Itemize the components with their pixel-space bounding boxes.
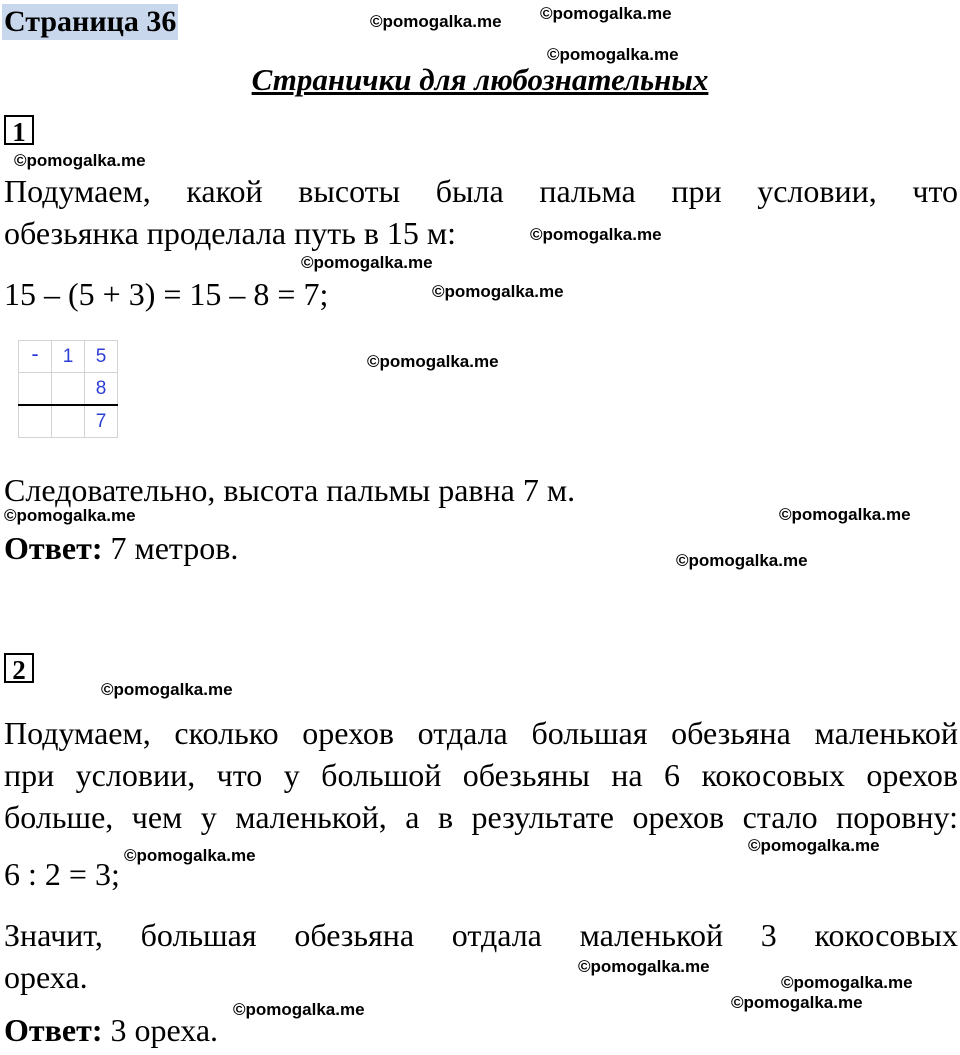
answer-value: 3 ореха. [110,1012,219,1048]
task-number-1: 1 [4,115,34,145]
answer-value: 7 метров. [110,530,239,566]
task2-intro-line2: при условии, что у большой обезьяны на 6 кокосовых орехов [4,757,958,793]
task2-equation: 6 : 2 = 3; [4,856,120,892]
task2-intro-line1: Подумаем, сколько орехов отдала большая обезьяна маленькой [4,715,958,751]
watermark: ©pomogalka.me [301,253,433,272]
watermark: ©pomogalka.me [547,45,679,64]
watermark: ©pomogalka.me [101,680,233,699]
watermark: ©pomogalka.me [233,1000,365,1019]
section-title: Странички для любознательных [251,62,709,97]
task1-intro-line1: Подумаем, какой высоты была пальма при условии, что [4,173,958,209]
answer-label: Ответ: [4,1012,103,1048]
watermark: ©pomogalka.me [540,4,672,23]
digit-cell [52,405,85,438]
answer-label: Ответ: [4,530,103,566]
minus-sign: - [19,341,52,373]
digit-cell: 7 [85,405,118,438]
digit-cell [19,405,52,438]
watermark: ©pomogalka.me [731,993,863,1012]
watermark: ©pomogalka.me [367,352,499,371]
watermark: ©pomogalka.me [530,225,662,244]
watermark: ©pomogalka.me [370,12,502,31]
task2-conclusion-line1: Значит, большая обезьяна отдала маленькой 3 кокосовых [4,917,958,953]
task1-conclusion: Следовательно, высота пальмы равна 7 м. [4,472,576,508]
task-number-2: 2 [4,653,34,683]
task1-equation: 15 – (5 + 3) = 15 – 8 = 7; [4,276,329,312]
watermark: ©pomogalka.me [578,957,710,976]
task1-answer [4,530,238,567]
column-subtraction [18,340,118,438]
watermark: ©pomogalka.me [4,506,136,525]
watermark: ©pomogalka.me [124,846,256,865]
digit-cell [52,373,85,406]
task1-intro [4,170,958,254]
watermark: ©pomogalka.me [14,151,146,170]
task2-intro-line3: больше, чем у маленькой, а в результате орехов стало поровну: [4,799,958,835]
task1-intro-line2: обезьянка проделала путь в 15 м: [4,215,457,251]
task2-intro [4,712,958,838]
task2-answer [4,1012,218,1049]
watermark: ©pomogalka.me [748,836,880,855]
watermark: ©pomogalka.me [676,551,808,570]
watermark: ©pomogalka.me [779,505,911,524]
digit-cell: 5 [85,341,118,373]
watermark: ©pomogalka.me [432,282,564,301]
digit-cell: 8 [85,373,118,406]
digit-cell [19,373,52,406]
task2-conclusion-line2: ореха. [4,959,88,995]
watermark: ©pomogalka.me [781,973,913,992]
digit-cell: 1 [52,341,85,373]
page-title: Страница 36 [4,5,177,38]
